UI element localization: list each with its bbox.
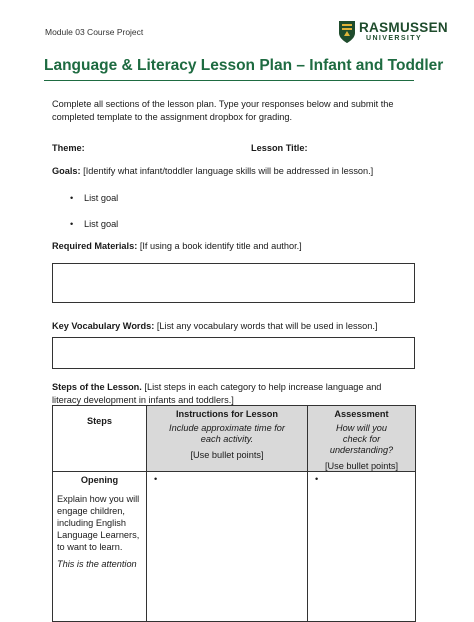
goals-instructions: [Identify what infant/toddler language skills will be addressed in lesson.] [83, 166, 374, 176]
bullet-icon: • [154, 474, 158, 484]
goals-label: Goals: [52, 166, 81, 176]
instructions-col-note: [Use bullet points] [190, 450, 264, 460]
intro-text: Complete all sections of the lesson plan. Type your responses below and submit the completed template to the assignment dropbox for grading. [52, 99, 394, 122]
goals-line [52, 165, 373, 178]
steps-col-title: Steps [86, 416, 113, 426]
bullet-icon: • [315, 474, 319, 484]
vocab-input-box[interactable] [52, 337, 415, 369]
bullet-icon: • [70, 193, 74, 203]
theme-label: Theme: [52, 143, 85, 153]
opening-italic-note: This is the attention [57, 559, 137, 569]
steps-instructions: [List steps in each category to help increase language and literacy development in infants and toddlers.] [52, 382, 382, 405]
rasmussen-logo [338, 20, 458, 46]
shield-icon [338, 20, 356, 44]
assessment-col-note: [Use bullet points] [324, 461, 399, 471]
document-title: Language & Literacy Lesson Plan – Infant and Toddler [44, 57, 444, 74]
materials-label: Required Materials: [52, 241, 138, 251]
goal-text: List goal [84, 193, 119, 203]
assessment-col-title: Assessment [334, 409, 389, 419]
opening-description: Explain how you will engage children, including English Language Learners, to want to learn. [57, 494, 140, 552]
course-name: Module 03 Course Project [45, 27, 144, 37]
header-steps [53, 406, 147, 472]
logo-sub: UNIVERSITY [366, 35, 423, 42]
header-assessment [308, 406, 416, 472]
steps-label: Steps of the Lesson. [52, 382, 142, 392]
opening-assessment-cell[interactable] [308, 472, 416, 622]
vocab-line [52, 320, 377, 333]
materials-line [52, 240, 302, 253]
title-divider [44, 80, 414, 81]
opening-instructions-cell[interactable] [147, 472, 308, 622]
opening-cell [53, 472, 147, 622]
opening-label: Opening [80, 475, 119, 485]
vocab-instructions: [List any vocabulary words that will be used in lesson.] [156, 321, 378, 331]
materials-instructions: [If using a book identify title and author.] [139, 241, 302, 251]
table-row [53, 472, 416, 622]
instructions-col-sub: Include approximate time for each activity. [169, 423, 285, 444]
goal-list-item [70, 219, 118, 229]
goal-list-item [70, 193, 118, 203]
steps-intro [52, 381, 402, 406]
goal-text: List goal [84, 219, 119, 229]
header-instructions [147, 406, 308, 472]
vocab-label: Key Vocabulary Words: [52, 321, 155, 331]
bullet-icon: • [70, 219, 74, 229]
lesson-steps-table [52, 405, 416, 622]
assessment-col-sub: How will you check for understanding? [329, 423, 394, 455]
instructions-col-title: Instructions for Lesson [175, 409, 279, 419]
logo-name: RASMUSSEN [359, 20, 448, 35]
table-header-row [53, 406, 416, 472]
materials-input-box[interactable] [52, 263, 415, 303]
lesson-title-label: Lesson Title: [251, 143, 308, 153]
